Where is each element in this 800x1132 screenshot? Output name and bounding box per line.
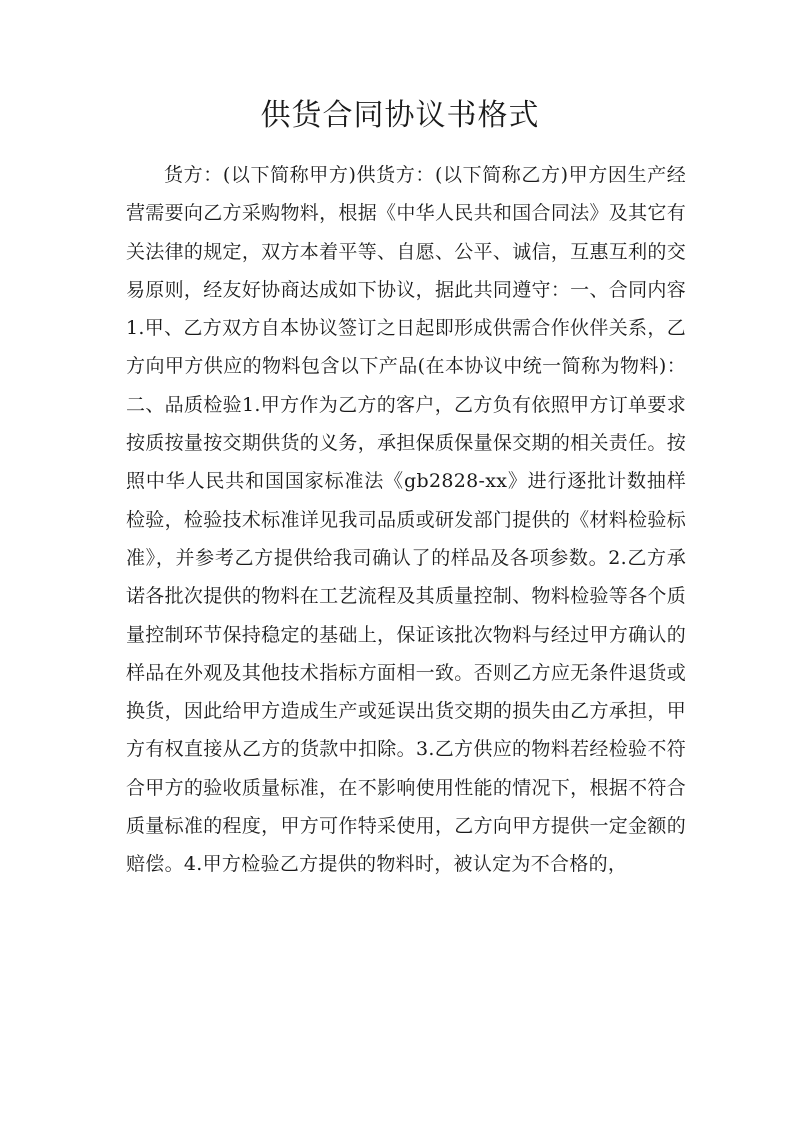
document-body-paragraph: 货方：(以下简称甲方)供货方：(以下简称乙方)甲方因生产经营需要向乙方采购物料，根据《中华人民共和国合同法》及其它有关法律的规定，双方本着平等、自愿、公平、诚信，互惠互利的交易原则，经友好协商达成如下协议，据此共同遵守：一、合同内容1.甲、乙方双方自本协议签订之日起即形成供需合作伙伴关系，乙方向甲方供应的物料包含以下产品(在本协议中统一简称为物料)：二、品质检验1.甲方作为乙方的客户，乙方负有依照甲方订单要求按质按量按交期供货的义务，承担保质保量保交期的相关责任。按照中华人民共和国国家标准法《gb2828-xx》进行逐批计数抽样检验，检验技术标准详见我司品质或研发部门提供的《材料检验标准》，并参考乙方提供给我司确认了的样品及各项参数。2.乙方承诺各批次提供的物料在工艺流程及其质量控制、物料检验等各个质量控制环节保持稳定的基础上，保证该批次物料与经过甲方确认的样品在外观及其他技术指标方面相一致。否则乙方应无条件退货或换货，因此给甲方造成生产或延误出货交期的损失由乙方承担，甲方有权直接从乙方的货款中扣除。3.乙方供应的物料若经检验不符合甲方的验收质量标准，在不影响使用性能的情况下，根据不符合质量标准的程度，甲方可作特采使用，乙方向甲方提供一定金额的赔偿。4.甲方检验乙方提供的物料时，被认定为不合格的， — [126, 164, 686, 876]
document-title: 供货合同协议书格式 — [260, 98, 540, 133]
